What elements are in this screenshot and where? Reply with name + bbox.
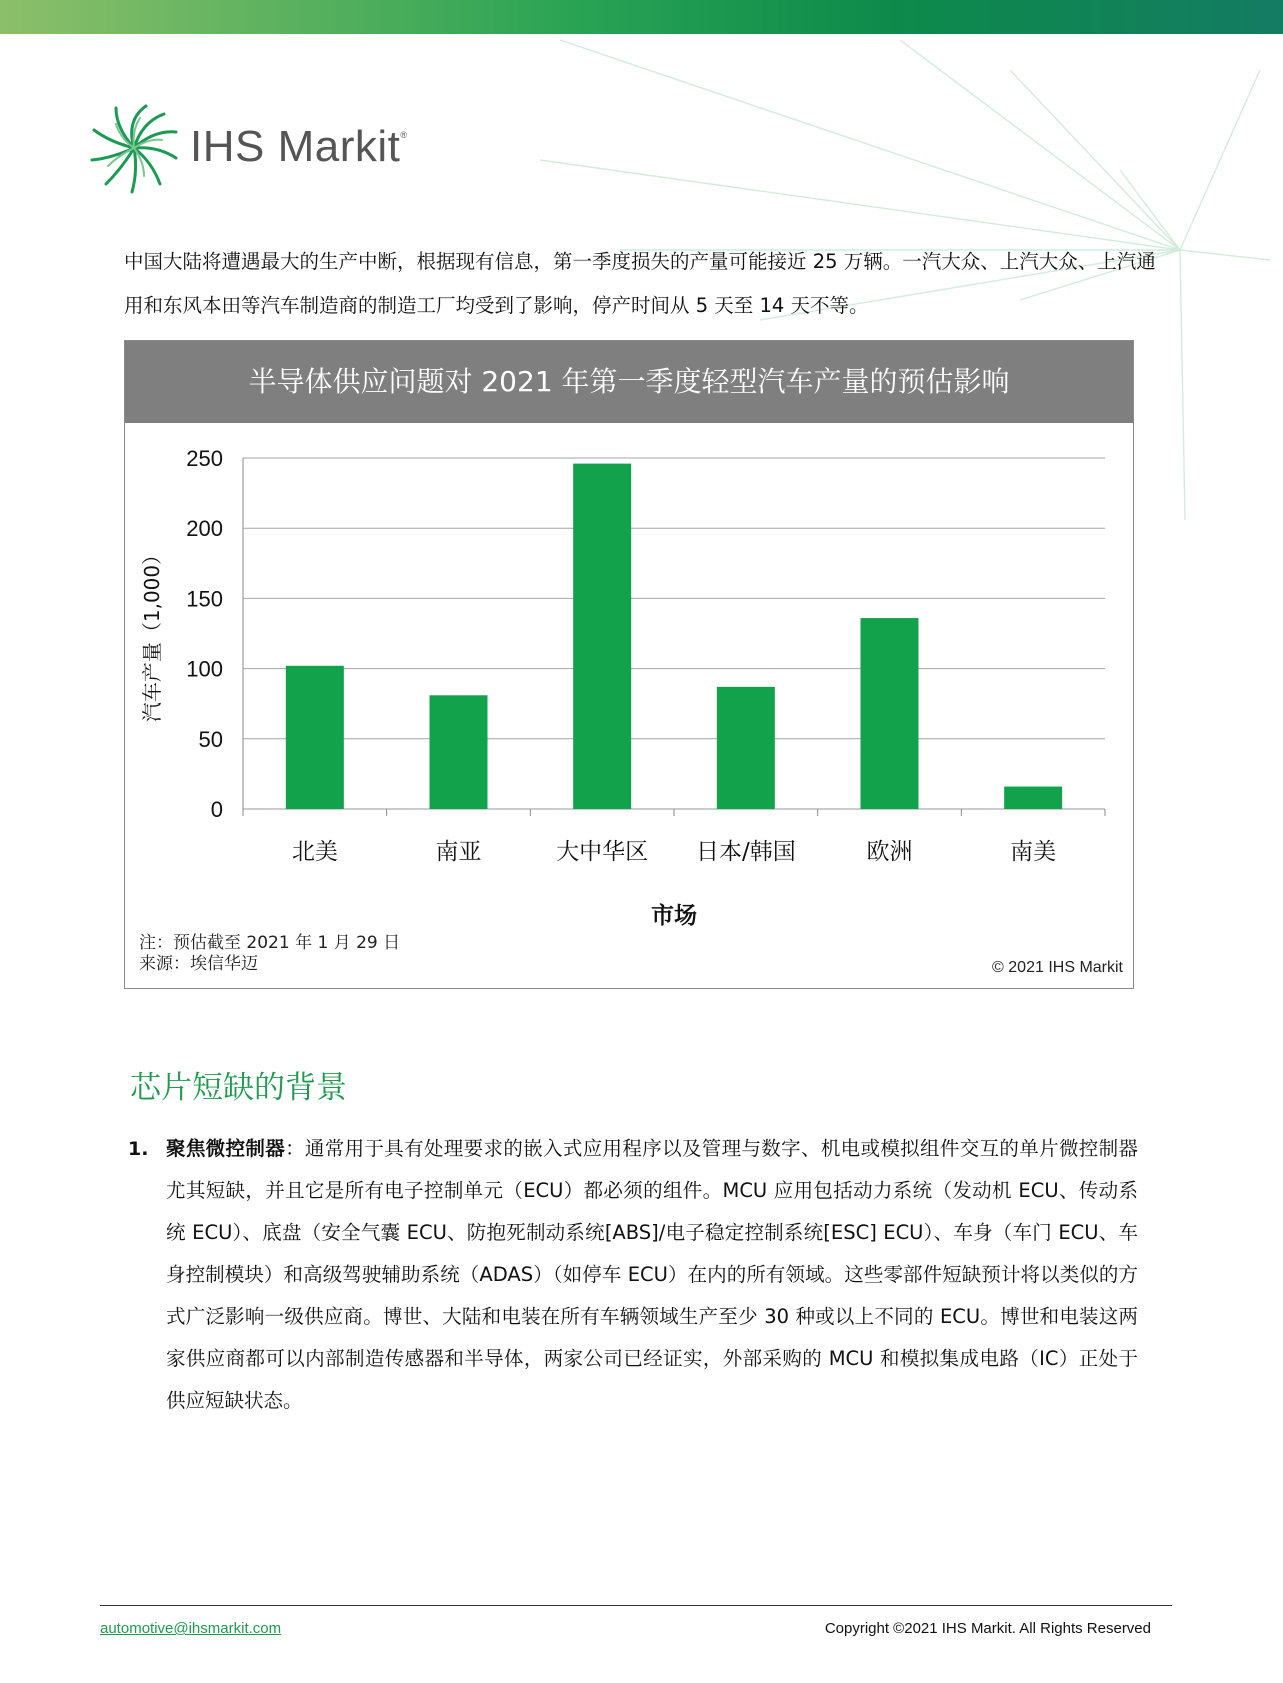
y-tick-label: 50 <box>198 726 223 752</box>
footer-email-link[interactable]: automotive@ihsmarkit.com <box>100 1620 282 1637</box>
top-gradient-bar <box>0 0 1283 34</box>
bar-6 <box>1004 787 1062 809</box>
bar-1 <box>286 666 344 809</box>
bar-4 <box>717 687 775 809</box>
y-tick-label: 200 <box>186 516 223 542</box>
x-tick-label: 南美 <box>1010 839 1057 865</box>
footer-copyright: Copyright ©2021 IHS Markit. All Rights Reserved <box>824 1620 1151 1637</box>
footer-divider <box>100 1605 1172 1606</box>
chart-panel <box>124 340 1134 989</box>
x-axis-title: 市场 <box>651 903 697 929</box>
x-tick-label: 南亚 <box>435 839 482 865</box>
x-tick-label: 欧洲 <box>866 839 913 865</box>
chart-copyright: © 2021 IHS Markit <box>992 959 1123 976</box>
ihs-markit-logo <box>86 100 446 200</box>
logo-swirl-icon <box>86 100 182 196</box>
chart-note <box>139 933 400 975</box>
chart-title: 半导体供应问题对 2021 年第一季度轻型汽车产量的预估影响 <box>125 341 1133 423</box>
x-tick-label: 北美 <box>291 839 338 865</box>
bar-5 <box>861 618 919 809</box>
intro-paragraph: 中国大陆将遭遇最大的生产中断，根据现有信息，第一季度损失的产量可能接近 25 万辆。一汽大众、上汽大众、上汽通用和东风本田等汽车制造商的制造工厂均受到了影响，停产时间从 5 天至 14 天不等。 <box>124 250 1156 317</box>
list-item-number: 1. <box>128 1138 149 1160</box>
y-tick-label: 0 <box>210 797 223 822</box>
list-item-text: ：通常用于具有处理要求的嵌入式应用程序以及管理与数字、机电或模拟组件交互的单片微控制器尤其短缺，并且它是所有电子控制单元（ECU）都必须的组件。MCU 应用包括动力系统（发动机 ECU、传动系统 ECU）、底盘（安全气囊 ECU、防抱死制动系统[ABS]/电子稳定控制系统[ESC] ECU）、车身（车门 ECU、车身控制模块）和高级驾驶辅助系统（ADAS）（如停车 ECU）在内的所有领域。这些零部件短缺预计将以类似的方式广泛影响一级供应商。博世、大陆和电装在所有车辆领域生产至少 30 种或以上不同的 ECU。博世和电装这两家供应商都可以内部制造传感器和半导体，两家公司已经证实，外部采购的 MCU 和模拟集成电路（IC）正处于供应短缺状态。 <box>166 1137 1138 1412</box>
list-item-body <box>166 1128 1138 1422</box>
y-tick-label: 150 <box>186 586 223 612</box>
section-heading: 芯片短缺的背景 <box>130 1070 347 1106</box>
y-tick-label: 250 <box>186 446 223 471</box>
y-axis-title: 汽车产量（1,000） <box>140 544 164 723</box>
chart-note-date: 注：预估截至 2021 年 1 月 29 日 <box>139 933 401 953</box>
x-tick-label: 大中华区 <box>556 839 649 865</box>
bar-chart <box>125 423 1133 933</box>
list-item-title: 聚焦微控制器 <box>166 1137 286 1160</box>
x-tick-label: 日本/韩国 <box>695 839 796 865</box>
logo-wordmark: IHS Markit® <box>190 122 408 171</box>
bar-3 <box>573 464 631 809</box>
y-tick-label: 100 <box>186 656 223 682</box>
chart-note-source: 来源：埃信华迈 <box>139 954 258 974</box>
bar-2 <box>430 695 488 809</box>
